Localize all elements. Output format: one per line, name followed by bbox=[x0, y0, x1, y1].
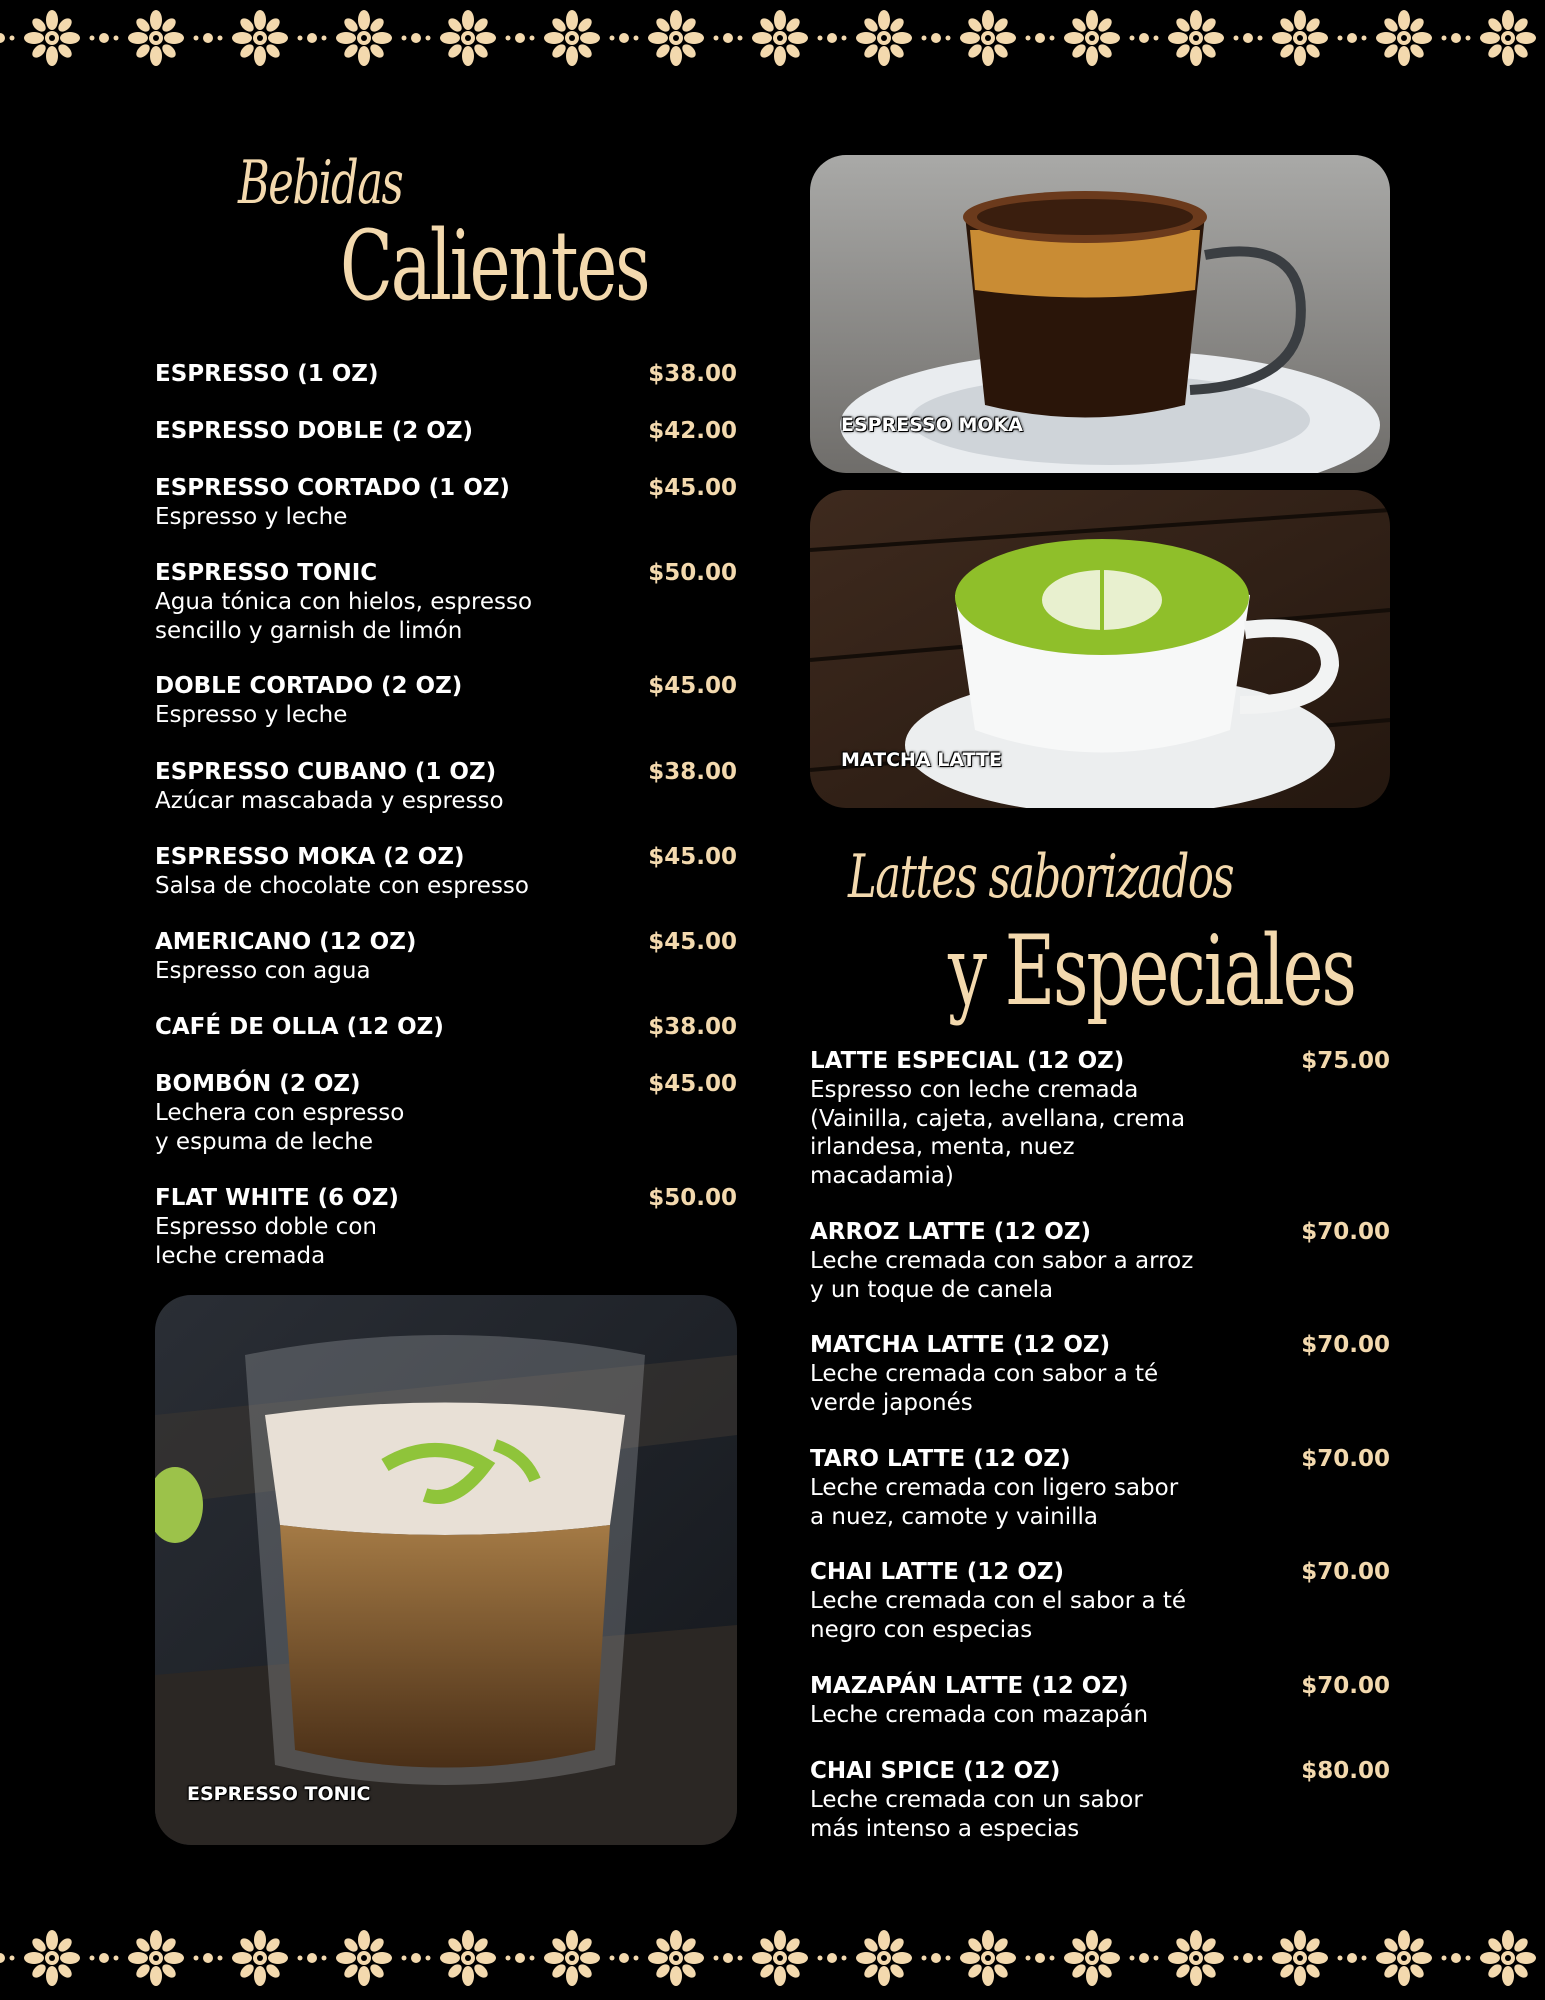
item-description: Leche cremada con un sabor más intenso a especias bbox=[810, 1787, 1143, 1842]
item-name: CHAI LATTE (12 OZ) bbox=[810, 1559, 1065, 1585]
item-name: FLAT WHITE (6 OZ) bbox=[155, 1185, 399, 1211]
item-price: $70.00 bbox=[1301, 1673, 1390, 1699]
item-price: $70.00 bbox=[1301, 1446, 1390, 1472]
item-price: $50.00 bbox=[648, 1185, 737, 1211]
item-price: $45.00 bbox=[648, 929, 737, 955]
section-title-hot-line2: Calientes bbox=[340, 210, 649, 322]
item-price: $45.00 bbox=[648, 673, 737, 699]
item-description: Agua tónica con hielos, espresso sencillo y garnish de limón bbox=[155, 589, 533, 644]
item-description: Espresso doble con leche cremada bbox=[155, 1214, 377, 1269]
item-price: $80.00 bbox=[1301, 1758, 1390, 1784]
menu-item bbox=[810, 1445, 1390, 1531]
item-description: Lechera con espresso y espuma de leche bbox=[155, 1100, 405, 1155]
item-description: Espresso y leche bbox=[155, 702, 348, 728]
item-price: $38.00 bbox=[648, 1014, 737, 1040]
item-price: $38.00 bbox=[648, 759, 737, 785]
item-price: $70.00 bbox=[1301, 1559, 1390, 1585]
item-description: Espresso con leche cremada (Vainilla, cajeta, avellana, crema irlandesa, menta, nuez macadamia) bbox=[810, 1077, 1186, 1189]
item-name: MAZAPÁN LATTE (12 OZ) bbox=[810, 1673, 1129, 1699]
item-name: ESPRESSO TONIC bbox=[155, 560, 378, 586]
menu-item bbox=[155, 1184, 737, 1270]
menu-item bbox=[810, 1672, 1390, 1730]
item-name: BOMBÓN (2 OZ) bbox=[155, 1071, 361, 1097]
menu-item bbox=[810, 1558, 1390, 1644]
menu-item bbox=[155, 1013, 737, 1042]
espresso-tonic-image bbox=[155, 1295, 737, 1845]
item-price: $45.00 bbox=[648, 1071, 737, 1097]
item-description: Azúcar mascabada y espresso bbox=[155, 788, 504, 814]
item-name: TARO LATTE (12 OZ) bbox=[810, 1446, 1071, 1472]
item-name: MATCHA LATTE (12 OZ) bbox=[810, 1332, 1111, 1358]
matcha-latte-photo bbox=[810, 490, 1390, 808]
item-description: Espresso y leche bbox=[155, 504, 348, 530]
menu-item bbox=[810, 1757, 1390, 1843]
item-description: Leche cremada con ligero sabor a nuez, camote y vainilla bbox=[810, 1475, 1179, 1530]
item-description: Salsa de chocolate con espresso bbox=[155, 873, 529, 899]
photo-caption: ESPRESSO TONIC bbox=[187, 1783, 371, 1805]
decorative-border-bottom bbox=[0, 1920, 1545, 2000]
item-description: Espresso con agua bbox=[155, 958, 371, 984]
item-price: $45.00 bbox=[648, 475, 737, 501]
menu-item bbox=[155, 672, 737, 730]
item-name: DOBLE CORTADO (2 OZ) bbox=[155, 673, 463, 699]
item-name: ESPRESSO CORTADO (1 OZ) bbox=[155, 475, 510, 501]
item-description: Leche cremada con sabor a té verde japonés bbox=[810, 1361, 1159, 1416]
section-title-hot-line1: Bebidas bbox=[238, 148, 403, 218]
menu-item bbox=[155, 417, 737, 446]
section-title-lattes-line2: y Especiales bbox=[948, 915, 1355, 1027]
item-price: $75.00 bbox=[1301, 1048, 1390, 1074]
menu-item bbox=[810, 1047, 1390, 1190]
item-name: ARROZ LATTE (12 OZ) bbox=[810, 1219, 1092, 1245]
menu-item bbox=[155, 559, 737, 645]
item-name: ESPRESSO MOKA (2 OZ) bbox=[155, 844, 465, 870]
item-price: $70.00 bbox=[1301, 1332, 1390, 1358]
item-name: ESPRESSO CUBANO (1 OZ) bbox=[155, 759, 497, 785]
item-name: LATTE ESPECIAL (12 OZ) bbox=[810, 1048, 1125, 1074]
item-name: CHAI SPICE (12 OZ) bbox=[810, 1758, 1061, 1784]
menu-item bbox=[155, 758, 737, 816]
item-price: $45.00 bbox=[648, 844, 737, 870]
decorative-border-top bbox=[0, 0, 1545, 80]
floral-pattern-icon bbox=[0, 0, 1545, 80]
photo-caption: ESPRESSO MOKA bbox=[841, 414, 1023, 436]
item-name: AMERICANO (12 OZ) bbox=[155, 929, 417, 955]
item-description: Leche cremada con sabor a arroz y un toque de canela bbox=[810, 1248, 1194, 1303]
photo-caption: MATCHA LATTE bbox=[841, 749, 1002, 771]
espresso-tonic-photo bbox=[155, 1295, 737, 1845]
menu-item bbox=[155, 474, 737, 532]
menu-item bbox=[155, 843, 737, 901]
menu-item bbox=[155, 1070, 737, 1156]
menu-item bbox=[810, 1218, 1390, 1304]
menu-item bbox=[155, 360, 737, 389]
item-price: $70.00 bbox=[1301, 1219, 1390, 1245]
item-price: $38.00 bbox=[648, 361, 737, 387]
menu-item bbox=[810, 1331, 1390, 1417]
item-name: CAFÉ DE OLLA (12 OZ) bbox=[155, 1014, 444, 1040]
item-price: $42.00 bbox=[648, 418, 737, 444]
item-price: $50.00 bbox=[648, 560, 737, 586]
item-name: ESPRESSO (1 OZ) bbox=[155, 361, 379, 387]
item-name: ESPRESSO DOBLE (2 OZ) bbox=[155, 418, 474, 444]
section-title-lattes-line1: Lattes saborizados bbox=[848, 842, 1234, 912]
menu-item bbox=[155, 928, 737, 986]
espresso-moka-photo bbox=[810, 155, 1390, 473]
item-description: Leche cremada con el sabor a té negro con especias bbox=[810, 1588, 1187, 1643]
floral-pattern-icon bbox=[0, 1920, 1545, 2000]
item-description: Leche cremada con mazapán bbox=[810, 1702, 1149, 1728]
